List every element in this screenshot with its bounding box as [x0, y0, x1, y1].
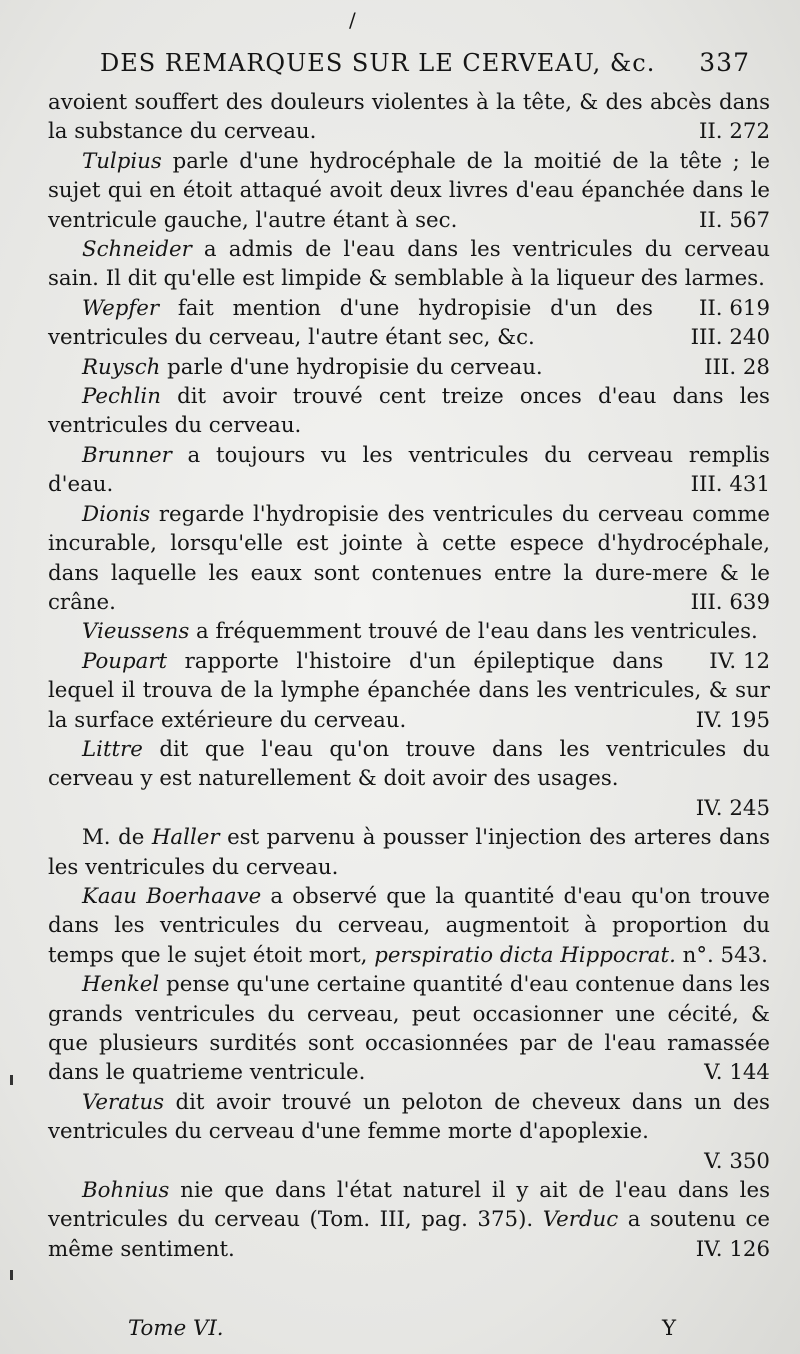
entry-text: parle d'une hydropisie du cerveau. [160, 354, 543, 380]
entry-text: a toujours vu les ventricules du cerveau remplis d'eau. [48, 442, 770, 498]
reference: II. 619 [698, 295, 770, 321]
reference: IV. 126 [695, 1236, 770, 1262]
entry-pechlin [48, 382, 770, 441]
reference: III. 28 [704, 354, 770, 380]
reference: V. 144 [704, 1060, 770, 1086]
entry-haller [48, 823, 770, 882]
reference: IV. 245 [695, 795, 770, 821]
margin-mark [10, 1075, 13, 1085]
entry-text: regarde l'hydropisie des ventricules du cerveau comme incurable, lorsqu'elle est jointe à cette espece d'hydrocéphale, dans laquelle les eaux sont contenues entre la dure-mere & le crâne. [48, 501, 770, 615]
page-body [48, 88, 770, 1264]
running-title: DES REMARQUES SUR LE CERVEAU, &c. [100, 49, 656, 77]
reference: V. 350 [704, 1148, 770, 1174]
top-mark: / [349, 8, 356, 32]
author-name: Ruysch [82, 354, 161, 380]
entry-text: a fréquemment trouvé de l'eau dans les ventricules. [189, 619, 758, 645]
entry-text-after: n°. 543. [675, 942, 768, 968]
entry-text: pense qu'une certaine quantité d'eau contenue dans les grands ventricules du cerveau, peut occasionner une cécité, & que plusieurs surdités sont occasionnées par de l'eau ramassée dans le quatrieme ventricule. [48, 972, 770, 1086]
entry-text: parle d'une hydrocéphale de la moitié de la tête ; le sujet qui en étoit attaqué avoit deux livres d'eau épanchée dans le ventricule gauche, l'autre étant à sec. [48, 148, 770, 233]
author-name: Veratus [82, 1089, 165, 1115]
author-name: Vieussens [82, 619, 190, 645]
author-name: Kaau Boerhaave [82, 883, 262, 909]
reference: III. 431 [690, 472, 770, 498]
entry-kaau-boerhaave [48, 882, 770, 970]
author-name: Haller [151, 825, 220, 851]
author-name: Brunner [82, 442, 172, 468]
entry-text-after: a soutenu ce même sentiment. [48, 1207, 771, 1262]
author-name: Poupart [82, 648, 168, 674]
signature-mark: Y [662, 1316, 677, 1341]
reference: III. 639 [690, 589, 770, 615]
entry-text: a observé que la quantité d'eau qu'on trouve dans les ventricules du cerveau, augmentoit à proportion du temps que le sujet étoit mort, [48, 883, 770, 968]
entry-tulpius [48, 147, 770, 235]
entry-veratus [48, 1088, 770, 1176]
page-number: 337 [699, 48, 750, 77]
author-name: Dionis [82, 501, 151, 527]
entry-poupart [48, 647, 770, 735]
latin-phrase: perspiratio dicta Hippocrat. [374, 942, 676, 968]
entry-littre [48, 735, 770, 823]
reference: III. 240 [690, 325, 770, 351]
running-header [100, 48, 750, 77]
entry-text: dit avoir trouvé cent treize onces d'eau dans les ventricules du cerveau. [48, 384, 770, 439]
entry-dionis [48, 500, 770, 618]
author-name: Henkel [82, 972, 160, 998]
entry-ruysch [48, 353, 770, 382]
entry-brunner [48, 441, 770, 500]
entry-text: rapporte l'histoire d'un épileptique dans lequel il trouva de la lymphe épanchée dans les ventricules, & sur la surface extérieure du cerveau. [48, 648, 770, 733]
author-name: Pechlin [82, 384, 161, 410]
entry-henkel [48, 970, 770, 1088]
entry-bohnius [48, 1176, 770, 1264]
author-name: Schneider [82, 237, 192, 263]
entry-text: dit que l'eau qu'on trouve dans les ventricules du cerveau y est naturellement & doit avoir des usages. [48, 736, 770, 792]
reference: II. 567 [698, 207, 770, 233]
entry-text: M. de [82, 825, 152, 851]
entry-text: nie que dans l'état naturel il y ait de l'eau dans les ventricules du cerveau (Tom. III, pag. 375). [48, 1178, 770, 1233]
entry-text: a admis de l'eau dans les ventricules du cerveau sain. Il dit qu'elle est limpide & semblable à la liqueur des larmes. [48, 237, 770, 292]
reference: II. 272 [698, 119, 770, 145]
author-name: Tulpius [82, 148, 162, 174]
author-name: Bohnius [82, 1178, 170, 1204]
entry-continuation [48, 88, 770, 147]
entry-text-after: est parvenu à pousser l'injection des arteres dans les ventricules du cerveau. [48, 825, 770, 880]
author-name-verduc: Verduc [542, 1207, 619, 1233]
volume-label: Tome VI. [128, 1316, 224, 1341]
reference: IV. 12 [709, 648, 770, 674]
entry-text: fait mention d'une hydropisie d'un des ventricules du cerveau, l'autre étant sec, &c. [48, 295, 653, 351]
reference: IV. 195 [695, 707, 770, 733]
margin-mark [10, 1270, 13, 1280]
entry-text: dit avoir trouvé un peloton de cheveux dans un des ventricules du cerveau d'une femme morte d'apoplexie. [48, 1089, 770, 1145]
author-name: Littre [82, 736, 143, 762]
entry-text: avoient souffert des douleurs violentes à la tête, & des abcès dans la substance du cerveau. [48, 90, 770, 145]
author-name: Wepfer [82, 295, 160, 321]
